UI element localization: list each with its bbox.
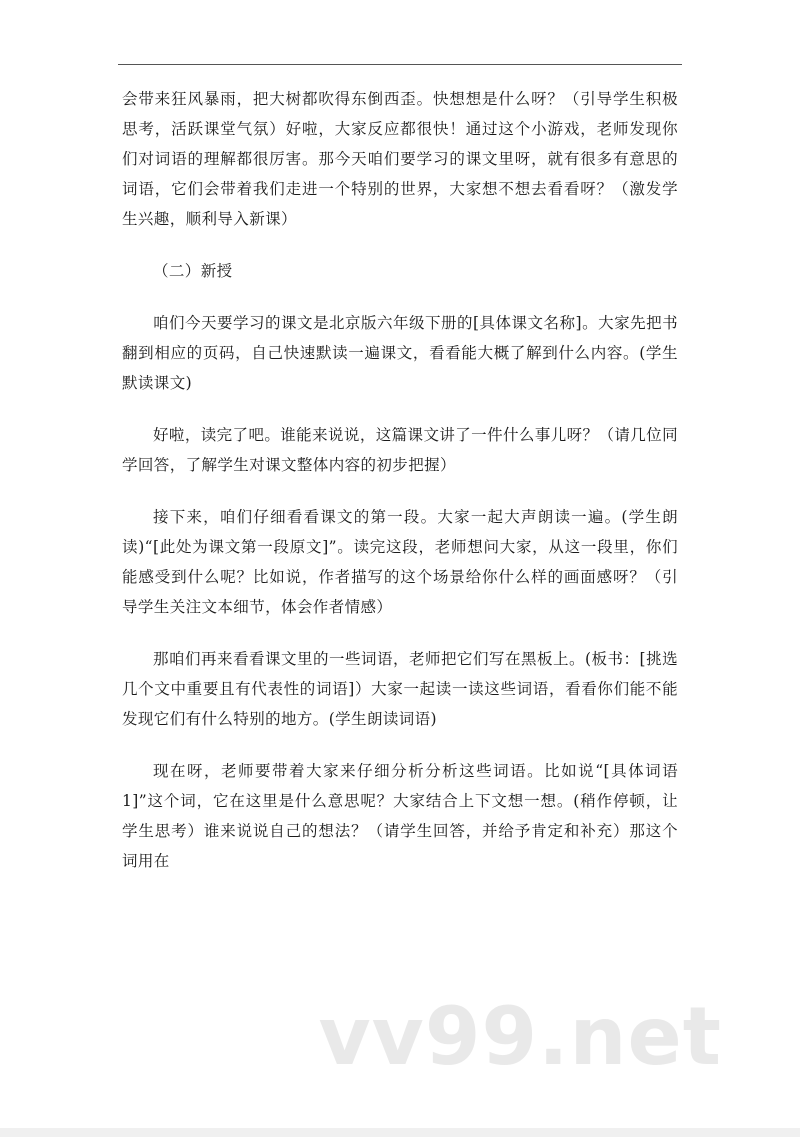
paragraph-first-section: 接下来，咱们仔细看看课文的第一段。大家一起大声朗读一遍。(学生朗读)“[此处为课文第一段原文]”。读完这段，老师想问大家，从这一段里，你们能感受到什么呢？比如说，作者描写的这个场景给你什么样的画面感呀？（引导学生关注文本细节，体会作者情感） <box>122 508 678 616</box>
paragraph-vocabulary: 那咱们再来看看课文里的一些词语，老师把它们写在黑板上。(板书：[挑选几个文中重要且有代表性的词语]）大家一起读一读这些词语，看看你们能不能发现它们有什么特别的地方。(学生朗读词语) <box>122 650 678 728</box>
header-rule <box>118 64 682 65</box>
document-body <box>122 84 678 898</box>
paragraph-word-analysis: 现在呀，老师要带着大家来仔细分析分析这些词语。比如说“[具体词语 1]”这个词，它在这里是什么意思呢？大家结合上下文想一想。(稍作停顿，让学生思考）谁来说说自己的想法？（请学生回答，并给予肯定和补充）那这个词用在 <box>122 762 678 870</box>
section-heading-new-lesson: （二）新授 <box>153 262 233 280</box>
paragraph-summary-question: 好啦，读完了吧。谁能来说说，这篇课文讲了一件什么事儿呀？（请几位同学回答，了解学生对课文整体内容的初步把握） <box>122 426 678 474</box>
paragraph-intro-continuation: 会带来狂风暴雨，把大树都吹得东倒西歪。快想想是什么呀？（引导学生积极思考，活跃课堂气氛）好啦，大家反应都很快！通过这个小游戏，老师发现你们对词语的理解都很厉害。那今天咱们要学习的课文里呀，就有很多有意思的词语，它们会带着我们走进一个特别的世界，大家想不想去看看呀？（激发学生兴趣，顺利导入新课） <box>122 90 678 228</box>
watermark-text: vv99.net <box>318 990 722 1083</box>
paragraph-read-text: 咱们今天要学习的课文是北京版六年级下册的[具体课文名称]。大家先把书翻到相应的页码，自己快速默读一遍课文，看看能大概了解到什么内容。(学生默读课文) <box>122 314 678 392</box>
page-bottom-edge <box>0 1128 800 1137</box>
